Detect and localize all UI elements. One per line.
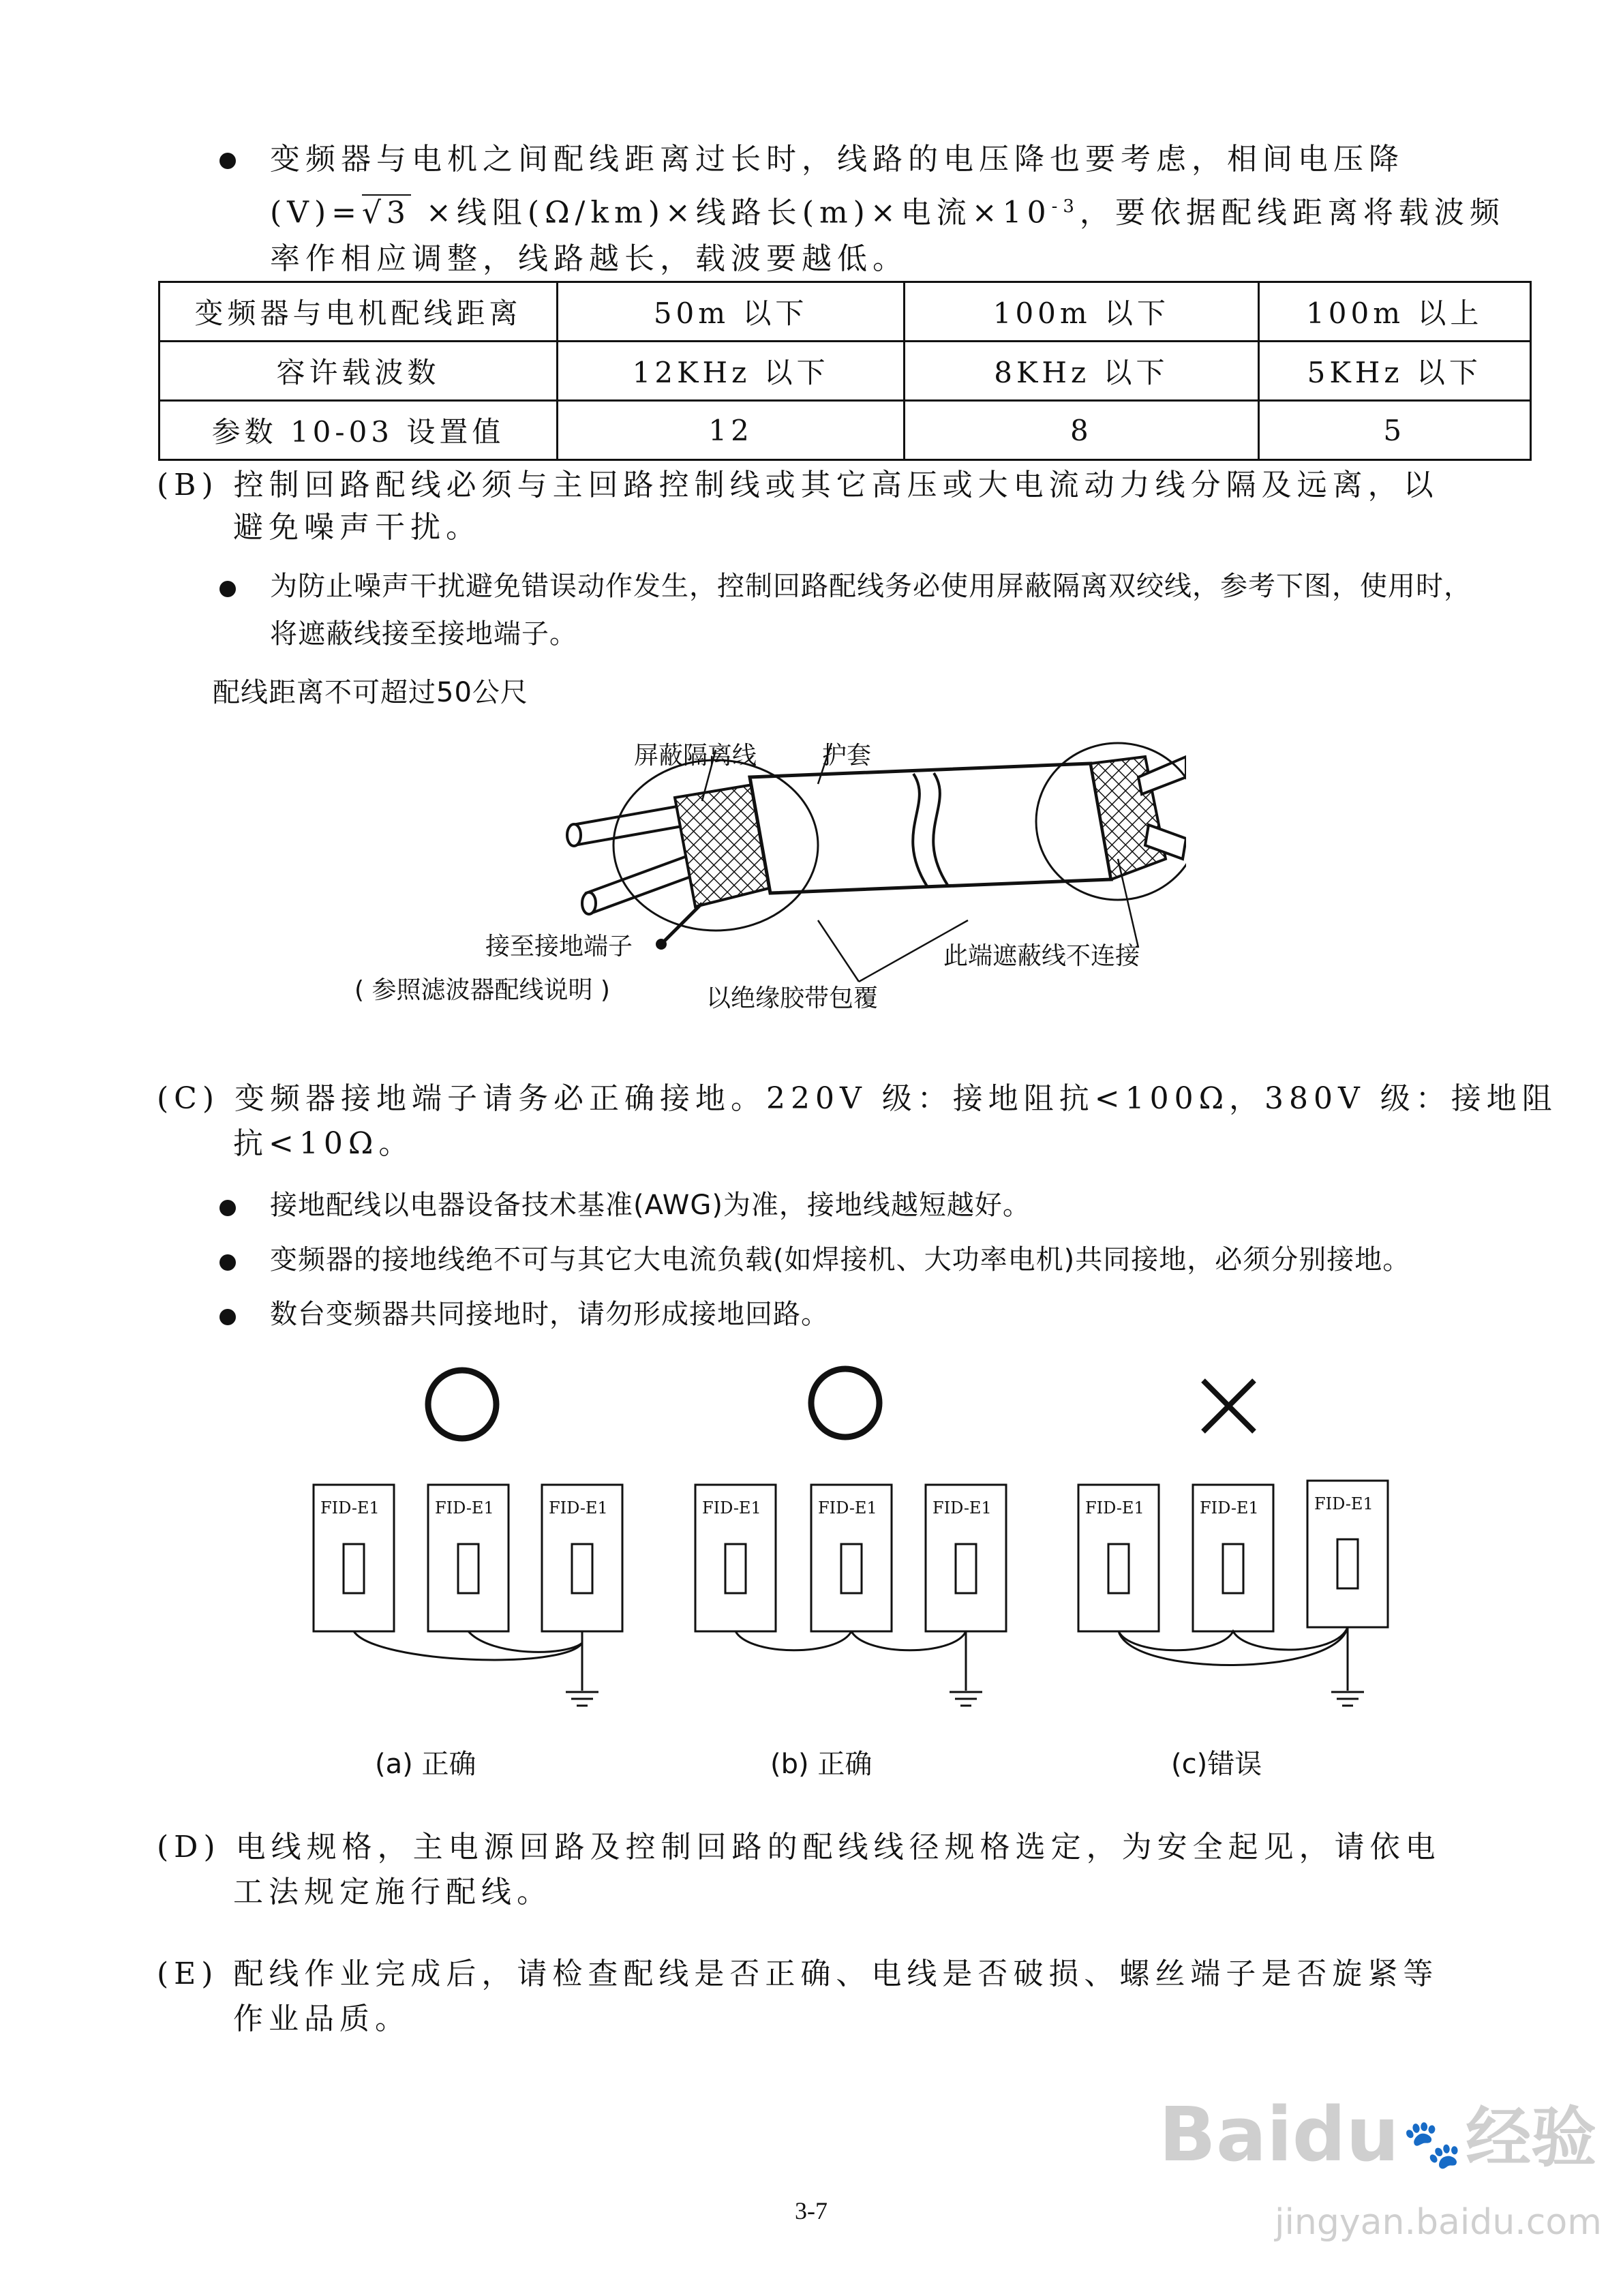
para-c-line1: (C) 变频器接地端子请务必正确接地。220V 级：接地阻抗<100Ω，380V 级：接地阻 [157, 1081, 1558, 1116]
para-c-bullet: 接地配线以电器设备技术基准(AWG)为准，接地线越短越好。 [270, 1190, 1031, 1221]
table-cell: 12KHz 以下 [557, 342, 904, 401]
correct-mark [428, 1370, 496, 1438]
group-a-wiring [354, 1631, 582, 1691]
label-insulating-tape: 以绝缘胶带包覆 [706, 984, 879, 1012]
para-c-bullet: 数台变频器共同接地时，请勿形成接地回路。 [270, 1299, 829, 1330]
table-cell: 变频器与电机配线距离 [160, 282, 558, 342]
para-b-line2: 避免噪声干扰。 [233, 510, 481, 545]
para-e-line2: 作业品质。 [233, 2002, 410, 2036]
para-c-line2: 抗<10Ω。 [233, 1126, 414, 1161]
watermark-brand-cn: 经验 [1466, 2100, 1597, 2176]
watermark-brand: Baidu [1159, 2091, 1399, 2178]
group-c-wiring-loop [1119, 1627, 1348, 1691]
para-a-line2 [270, 195, 1505, 230]
unit-label: FID-E1 [320, 1498, 380, 1517]
label-shielded-cable: 屏蔽隔离线 [634, 742, 757, 770]
left-wire-ends [567, 804, 693, 914]
para-b-bullet-line2: 将遮蔽线接至接地端子。 [270, 618, 577, 650]
unit-label: FID-E1 [1314, 1494, 1374, 1513]
table-cell: 参数 10-03 设置值 [160, 401, 558, 460]
bullet-dot [219, 1254, 236, 1271]
carrier-frequency-table [158, 281, 1532, 461]
bullet-dot [219, 1309, 236, 1325]
table-row [160, 401, 1531, 460]
unit-label: FID-E1 [702, 1498, 761, 1517]
correct-mark [811, 1369, 879, 1437]
label-jacket: 护套 [822, 742, 872, 770]
table-cell: 5KHz 以下 [1258, 342, 1531, 401]
table-cell: 50m 以下 [557, 282, 904, 342]
bullet-dot [219, 1200, 236, 1216]
wiring-distance-note: 配线距离不可超过50公尺 [213, 677, 528, 708]
baidu-watermark [1159, 2086, 1596, 2179]
formula-mid: ×线阻(Ω/km)×线路长(m)×电流×10 [426, 195, 1052, 230]
unit-label: FID-E1 [932, 1498, 992, 1517]
grounding-diagram [273, 1357, 1431, 1752]
para-d-line2: 工法规定施行配线。 [233, 1875, 552, 1909]
caption-b-correct: (b) 正确 [770, 1749, 873, 1780]
ground-symbol [1331, 1692, 1364, 1706]
table-cell: 8 [905, 401, 1258, 460]
formula-exponent: -3 [1051, 196, 1080, 217]
table-row [160, 282, 1531, 342]
table-cell: 8KHz 以下 [905, 342, 1258, 401]
label-filter-reference: ( 参照滤波器配线说明 ) [354, 976, 610, 1004]
unit-label: FID-E1 [435, 1498, 494, 1517]
label-shield-not-connected: 此端遮蔽线不连接 [943, 942, 1140, 970]
para-b-line1: (B) 控制回路配线必须与主回路控制线或其它高压或大电流动力线分隔及远离，以 [157, 468, 1439, 502]
page-number: 3-7 [795, 2197, 828, 2224]
unit-label: FID-E1 [549, 1498, 608, 1517]
bullet-dot [219, 581, 236, 597]
ground-symbol [950, 1692, 982, 1706]
table-cell: 容许载波数 [160, 342, 558, 401]
bullet-dot [219, 153, 236, 169]
para-b-bullet-line1: 为防止噪声干扰避免错误动作发生，控制回路配线务必使用屏蔽隔离双绞线，参考下图，使用时， [270, 571, 1472, 602]
para-d-line1: (D) 电线规格，主电源回路及控制回路的配线线径规格选定，为安全起见，请依电 [157, 1830, 1441, 1864]
unit-label: FID-E1 [1085, 1498, 1144, 1517]
wrong-mark [1203, 1380, 1254, 1432]
group-b-wiring [735, 1631, 966, 1691]
sqrt-sign: √3 [361, 195, 412, 230]
para-e-line1: (E) 配线作业完成后，请检查配线是否正确、电线是否破损、螺丝端子是否旋紧等 [157, 1957, 1439, 1991]
formula-prefix: (V)= [270, 195, 362, 230]
caption-c-wrong: (c)错误 [1171, 1749, 1262, 1780]
paw-icon: 🐾 [1402, 2116, 1463, 2172]
unit-label: FID-E1 [1200, 1498, 1259, 1517]
table-cell: 100m 以上 [1258, 282, 1531, 342]
table-cell: 100m 以下 [905, 282, 1258, 342]
table-row [160, 342, 1531, 401]
table-cell: 12 [557, 401, 904, 460]
unit-label: FID-E1 [818, 1498, 877, 1517]
sqrt-value: 3 [386, 195, 412, 230]
label-ground-terminal: 接至接地端子 [485, 933, 633, 961]
watermark-url: jingyan.baidu.com [1275, 2202, 1602, 2243]
para-a-line3: 率作相应调整，线路越长，载波要越低。 [270, 241, 908, 276]
para-a-line1: 变频器与电机之间配线距离过长时，线路的电压降也要考虑，相间电压降 [270, 142, 1404, 177]
ground-terminal [656, 939, 667, 950]
caption-a-correct: (a) 正确 [375, 1749, 476, 1780]
para-c-bullet: 变频器的接地线绝不可与其它大电流负载(如焊接机、大功率电机)共同接地，必须分别接地。 [270, 1244, 1411, 1275]
table-cell: 5 [1258, 401, 1531, 460]
ground-symbol [566, 1692, 598, 1706]
formula-post: ，要依据配线距离将载波频 [1079, 195, 1505, 230]
